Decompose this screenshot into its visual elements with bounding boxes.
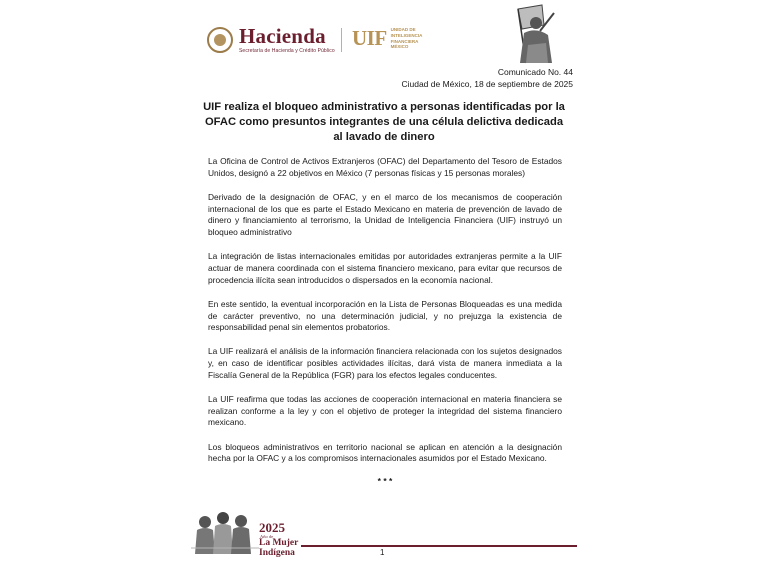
hacienda-name: Hacienda <box>239 24 326 48</box>
uif-line: MÉXICO <box>390 44 409 50</box>
flag-bearer-illustration-icon <box>496 3 564 65</box>
date-line: Ciudad de México, 18 de septiembre de 2025 <box>401 79 573 89</box>
uif-line: UNIDAD DE <box>390 27 416 33</box>
document-meta <box>401 66 573 90</box>
document-title: UIF realiza el bloqueo administrativo a personas identificadas por la OFAC como presuntos integrantes de una célula delictiva dedicada al lavado de dinero <box>203 101 565 143</box>
uif-line: FINANCIERA <box>390 38 419 44</box>
body-paragraph: La integración de listas internacionales emitidas por autoridades extranjeras permite a la UIF actuar de manera coordinada con el sistema financiero mexicano, para evitar que recursos de procedencia ilícita sean introducidos o dispersados en la economía nacional. <box>208 251 562 285</box>
year-mujer-line2: Indígena <box>259 547 295 558</box>
uif-line: INTELIGENCIA <box>390 32 423 38</box>
footer-rule <box>301 545 577 547</box>
comunicado-number: Comunicado No. 44 <box>497 67 573 77</box>
body-paragraph: La Oficina de Control de Activos Extranjeros (OFAC) del Departamento del Tesoro de Estados Unidos, designó a 22 objetivos en México (7 personas físicas y 15 personas morales) <box>208 156 562 178</box>
uif-mark: UIF <box>352 26 387 50</box>
year-badge <box>259 522 298 558</box>
hacienda-logo <box>207 26 335 54</box>
hacienda-subtitle: Secretaría de Hacienda y Crédito Público <box>239 48 335 54</box>
indigenous-women-illustration-icon <box>191 508 259 554</box>
uif-lines <box>391 27 423 49</box>
year-number: 2025 <box>259 520 285 535</box>
body-paragraph: La UIF realizará el análisis de la información financiera relacionada con los sujetos designados y, en caso de identificar posibles actividades ilícitas, dará vista de manera inmediata a la Fiscalía General de la República (FGR) para los efectos legales conducentes. <box>208 346 562 380</box>
year-mujer-line1: La Mujer <box>259 538 299 548</box>
year-subtitle: Año de <box>260 534 274 539</box>
national-seal-icon <box>207 27 233 53</box>
body-paragraph: La UIF reafirma que todas las acciones de cooperación internacional en materia financiera se realizan conforme a la ley y con el objetivo de proteger la integridad del sistema financiero mexicano. <box>208 394 562 428</box>
page-number: 1 <box>380 548 385 557</box>
end-marker: * * * <box>377 475 393 486</box>
header-divider <box>341 28 342 52</box>
uif-logo <box>352 26 422 51</box>
body-paragraph: En este sentido, la eventual incorporación en la Lista de Personas Bloqueadas es una medida de carácter preventivo, no una determinación judicial, y no prejuzga la existencia de responsabilidad penal sin elementos probatorios. <box>208 298 562 333</box>
document-body <box>208 156 562 487</box>
body-paragraph: Derivado de la designación de OFAC, y en el marco de los mecanismos de cooperación internacional de los que es parte el Estado Mexicano en materia de prevención de lavado de dinero y financiamiento al terrorismo, la Unidad de Inteligencia Financiera (UIF) instruyó un bloqueo administrativo <box>208 191 562 238</box>
body-paragraph: Los bloqueos administrativos en territorio nacional se aplican en atención a la designación hecha por la OFAC y a los compromisos internacionales asumidos por el Estado Mexicano. <box>208 441 562 464</box>
